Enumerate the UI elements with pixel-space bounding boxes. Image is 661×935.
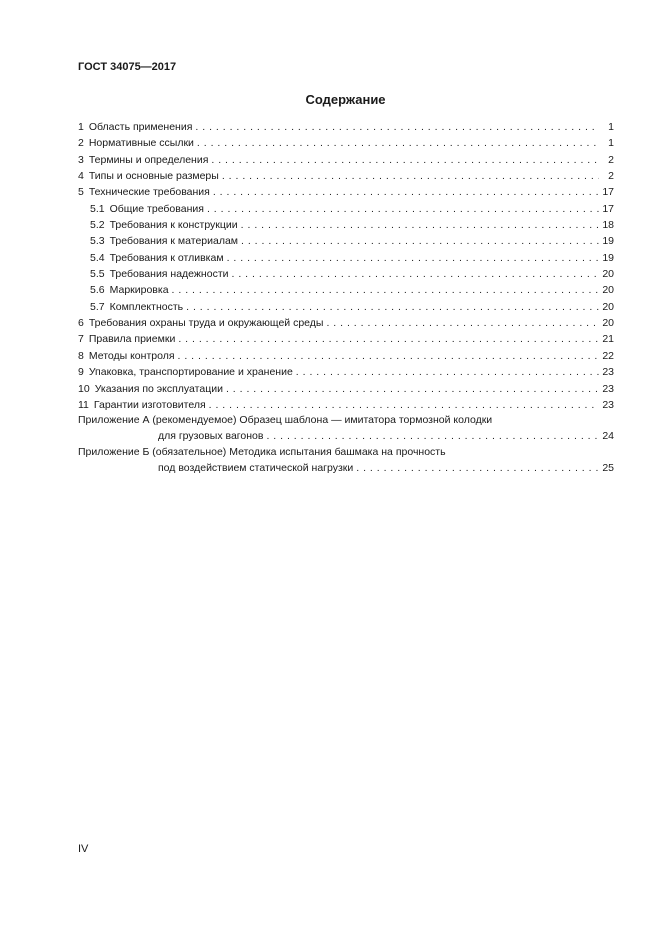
toc-entry-page: 17 (602, 202, 614, 215)
toc-entry-label: Технические требования (88, 186, 210, 199)
toc-entry-number: 3 (78, 153, 84, 166)
toc-entry[interactable] (78, 282, 614, 298)
toc-entry-number: 9 (78, 366, 84, 379)
annex-page: 25 (602, 461, 614, 474)
toc-entry-label: Требования к конструкции (109, 219, 238, 232)
annex-title-continued: под воздействием статической нагрузки (158, 461, 354, 474)
toc-entry[interactable] (78, 381, 614, 397)
toc-entry-number: 5.5 (90, 268, 105, 281)
toc-entry[interactable] (78, 152, 614, 168)
table-of-contents (78, 119, 614, 476)
document-header: ГОСТ 34075—2017 (78, 61, 177, 73)
toc-entry-number: 5.6 (90, 284, 105, 297)
annex-entries (78, 413, 614, 476)
toc-entry-page: 20 (602, 317, 614, 330)
toc-entry-page: 19 (602, 235, 614, 248)
toc-entry-page: 1 (608, 137, 614, 150)
dot-leader (197, 135, 599, 151)
toc-entry-page: 20 (602, 268, 614, 281)
toc-entry-number: 5.2 (90, 219, 105, 232)
toc-entry-page: 23 (602, 382, 614, 395)
toc-entry-label: Правила приемки (88, 333, 176, 346)
dot-leader (222, 168, 599, 184)
toc-entry-number: 11 (78, 398, 89, 411)
toc-entry-number: 5.1 (90, 202, 105, 215)
dot-leader (195, 119, 599, 135)
toc-entry-label: Требования охраны труда и окружающей среды (88, 317, 324, 330)
toc-entry-page: 1 (608, 121, 614, 133)
toc-entry-label: Требования к отливкам (109, 251, 224, 264)
toc-entry-number: 5.7 (90, 300, 105, 313)
toc-entry-label: Требования надежности (109, 268, 229, 281)
toc-entry[interactable] (78, 184, 614, 200)
toc-entry-label: Термины и определения (88, 153, 209, 166)
toc-entry-number: 6 (78, 317, 84, 330)
toc-entry-page: 20 (602, 284, 614, 297)
toc-entry-page: 23 (602, 398, 614, 411)
toc-entry-number: 7 (78, 333, 84, 346)
toc-entry[interactable] (78, 397, 614, 413)
toc-entry-page: 22 (602, 349, 614, 362)
page-number: IV (78, 843, 89, 855)
toc-entry-label: Требования к материалам (109, 235, 239, 248)
dot-leader (356, 460, 599, 476)
dot-leader (232, 266, 600, 282)
dot-leader (178, 348, 599, 364)
toc-entry-label: Нормативные ссылки (88, 137, 194, 150)
toc-entry-page: 2 (608, 153, 614, 166)
dot-leader (172, 282, 599, 298)
toc-entry[interactable] (78, 168, 614, 184)
toc-entry[interactable] (78, 364, 614, 380)
toc-entry-label: Общие требования (109, 202, 204, 215)
toc-entry-number: 8 (78, 349, 84, 362)
toc-entry-page: 20 (602, 300, 614, 313)
toc-entry-label: Гарантии изготовителя (93, 398, 206, 411)
toc-entry[interactable] (78, 331, 614, 347)
toc-entry-number: 2 (78, 137, 84, 150)
toc-entry-number: 10 (78, 382, 90, 395)
toc-entry-page: 17 (602, 186, 614, 199)
dot-leader (326, 315, 599, 331)
toc-entry[interactable] (78, 315, 614, 331)
dot-leader (227, 250, 599, 266)
toc-entry-label: Упаковка, транспортирование и хранение (88, 366, 293, 379)
dot-leader (241, 233, 599, 249)
toc-entry-number: 5.3 (90, 235, 105, 248)
toc-entry[interactable] (78, 348, 614, 364)
toc-entry[interactable] (78, 250, 614, 266)
toc-entry[interactable] (78, 233, 614, 249)
toc-entry-label: Маркировка (109, 284, 169, 297)
dot-leader (211, 152, 599, 168)
dot-leader (226, 381, 599, 397)
dot-leader (296, 364, 599, 380)
toc-entry-page: 2 (608, 170, 614, 183)
toc-entry-page: 21 (602, 333, 614, 346)
dot-leader (209, 397, 599, 413)
annex-title-continued: для грузовых вагонов (158, 430, 264, 443)
toc-entry[interactable] (78, 217, 614, 233)
toc-entry-number: 5.4 (90, 251, 105, 264)
toc-entry[interactable] (78, 299, 614, 315)
dot-leader (266, 428, 599, 444)
dot-leader (213, 184, 599, 200)
annex-entry[interactable] (78, 445, 614, 476)
toc-entry[interactable] (78, 201, 614, 217)
annex-title: Приложение Б (обязательное) Методика испытания башмака на прочность (78, 445, 446, 458)
toc-entry-number: 5 (78, 186, 84, 199)
toc-entry-page: 18 (602, 219, 614, 232)
toc-entry-label: Методы контроля (88, 349, 175, 362)
annex-title: Приложение А (рекомендуемое) Образец шаблона — имитатора тормозной колодки (78, 414, 493, 427)
toc-entry-label: Типы и основные размеры (88, 170, 219, 183)
toc-entry-label: Комплектность (109, 300, 184, 313)
toc-entry[interactable] (78, 135, 614, 151)
toc-entry-number: 1 (78, 121, 84, 133)
toc-entry-number: 4 (78, 170, 84, 183)
toc-entries (78, 119, 614, 413)
toc-entry[interactable] (78, 119, 614, 135)
annex-entry[interactable] (78, 413, 614, 444)
annex-page: 24 (602, 430, 614, 443)
dot-leader (207, 201, 599, 217)
page-title: Содержание (305, 92, 386, 107)
toc-entry[interactable] (78, 266, 614, 282)
toc-entry-page: 19 (602, 251, 614, 264)
toc-entry-label: Указания по эксплуатации (94, 382, 223, 395)
dot-leader (186, 299, 599, 315)
dot-leader (178, 331, 599, 347)
toc-entry-page: 23 (602, 366, 614, 379)
toc-entry-label: Область применения (88, 121, 193, 133)
dot-leader (241, 217, 599, 233)
